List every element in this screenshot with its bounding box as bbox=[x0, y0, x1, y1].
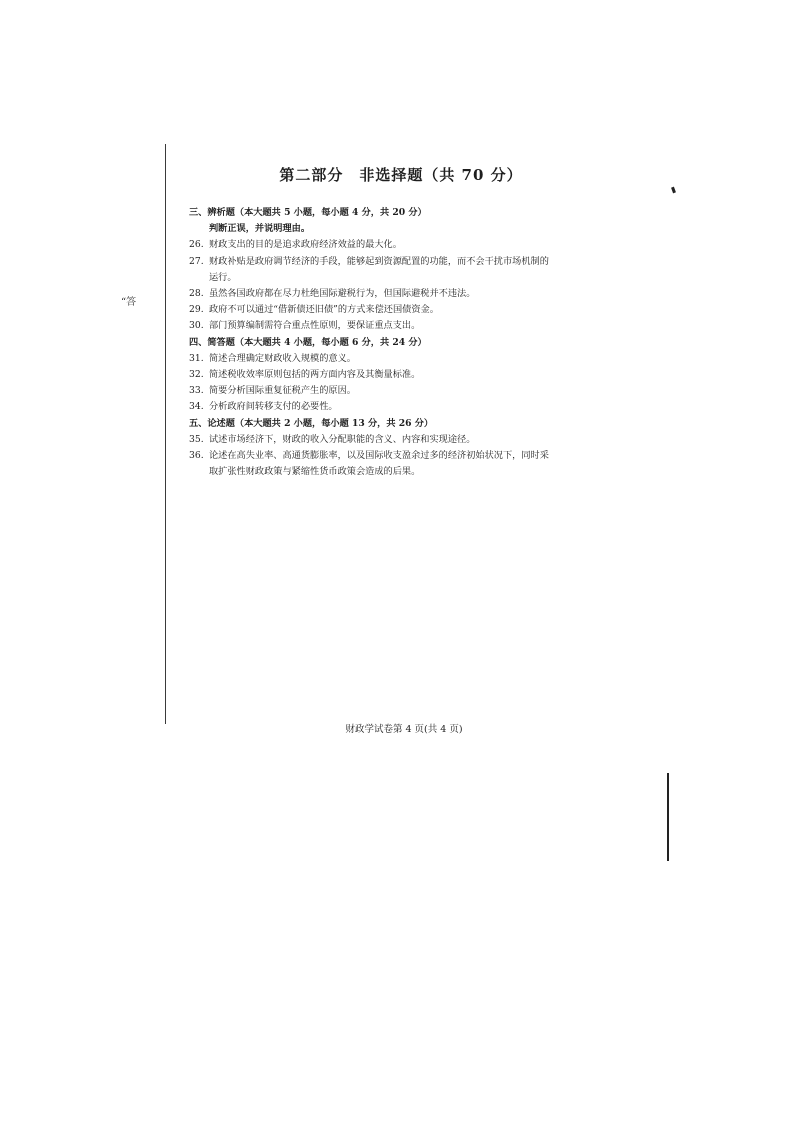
question-item bbox=[189, 367, 589, 383]
question-item bbox=[189, 448, 589, 464]
question-item bbox=[189, 254, 589, 270]
question-text: 财政补贴是政府调节经济的手段，能够起到资源配置的功能，而不会干扰市场机制的 bbox=[209, 255, 549, 267]
question-item bbox=[189, 302, 589, 318]
question-text: 虽然各国政府都在尽力杜绝国际避税行为，但国际避税并不违法。 bbox=[209, 288, 476, 300]
exam-content bbox=[189, 205, 589, 480]
page-footer: 财政学试卷第 4 页(共 4 页) bbox=[345, 724, 463, 735]
question-text: 试述市场经济下，财政的收入分配职能的含义、内容和实现途径。 bbox=[209, 433, 476, 445]
question-text-continued: 取扩张性财政政策与紧缩性货币政策会造成的后果。 bbox=[209, 466, 421, 478]
question-text: 简述税收效率原则包括的两方面内容及其衡量标准。 bbox=[209, 369, 421, 381]
question-item bbox=[189, 351, 589, 367]
question-number: 35. bbox=[189, 433, 204, 445]
question-text-continued: 运行。 bbox=[209, 271, 237, 283]
question-item bbox=[189, 286, 589, 302]
question-text: 论述在高失业率、高通货膨胀率，以及国际收支盈余过多的经济初始状况下，同时采 bbox=[209, 450, 549, 462]
question-item bbox=[189, 383, 589, 399]
question-number: 34. bbox=[189, 401, 204, 413]
question-text: 分析政府间转移支付的必要性。 bbox=[209, 401, 338, 413]
scan-artifact bbox=[671, 187, 676, 194]
question-number: 30. bbox=[189, 320, 204, 332]
question-number: 31. bbox=[189, 352, 204, 364]
question-number: 36. bbox=[189, 450, 204, 462]
section-heading: 四、简答题（本大题共 4 小题，每小题 6 分，共 24 分） bbox=[189, 336, 427, 348]
question-text: 财政支出的目的是追求政府经济效益的最大化。 bbox=[209, 239, 402, 251]
binding-line bbox=[165, 144, 166, 724]
section-heading: 三、辨析题（本大题共 5 小题，每小题 4 分，共 20 分） bbox=[189, 207, 427, 218]
question-item bbox=[189, 432, 589, 448]
question-number: 26. bbox=[189, 239, 204, 251]
question-number: 28. bbox=[189, 288, 204, 300]
scan-edge-mark bbox=[667, 773, 669, 861]
question-item bbox=[189, 399, 589, 415]
question-text: 政府不可以通过“借新债还旧债”的方式来偿还国债资金。 bbox=[209, 304, 439, 316]
question-number: 32. bbox=[189, 369, 204, 381]
question-number: 33. bbox=[189, 385, 204, 397]
question-number: 27. bbox=[189, 255, 204, 267]
question-item bbox=[189, 237, 589, 253]
question-text: 部门预算编制需符合重点性原则，要保证重点支出。 bbox=[209, 320, 421, 332]
question-number: 29. bbox=[189, 304, 204, 316]
question-text: 简述合理确定财政收入规模的意义。 bbox=[209, 352, 356, 364]
question-item bbox=[189, 318, 589, 334]
section-heading: 五、论述题（本大题共 2 小题，每小题 13 分，共 26 分） bbox=[189, 417, 434, 429]
margin-mark: “答 bbox=[121, 297, 137, 308]
question-text: 简要分析国际重复征税产生的原因。 bbox=[209, 385, 356, 397]
page-title: 第二部分 非选择题（共 70 分） bbox=[279, 166, 523, 184]
section-instruction: 判断正误，并说明理由。 bbox=[209, 223, 311, 235]
